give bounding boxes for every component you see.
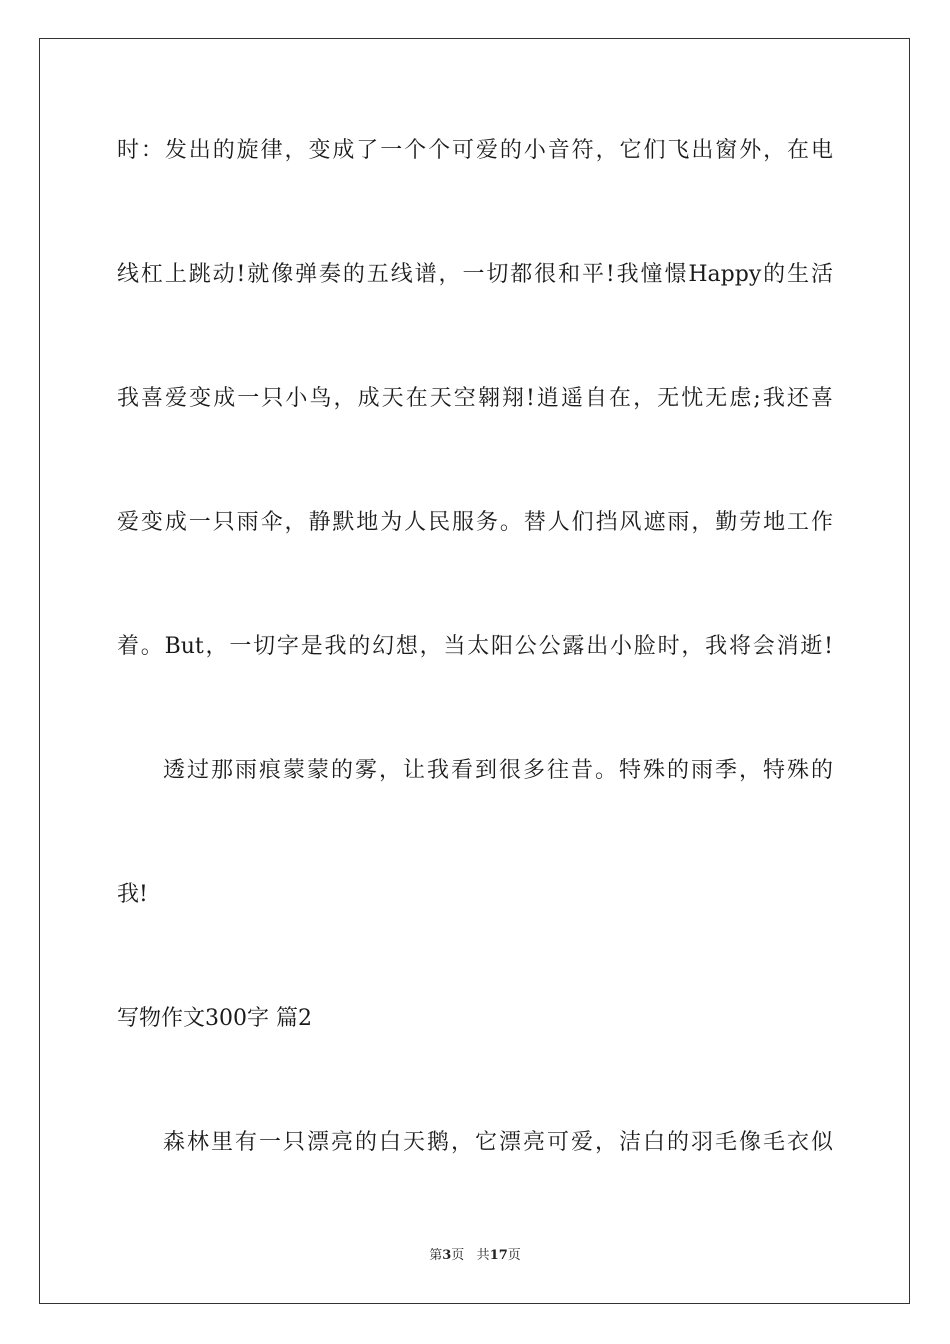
body-line-4: 爱变成一只雨伞，静默地为人民服务。替人们挡风遮雨，勤劳地工作 — [117, 510, 833, 535]
body-line-5: 着。But，一切字是我的幻想，当太阳公公露出小脸时，我将会消逝! — [117, 634, 833, 659]
footer-prefix: 第 — [429, 1248, 443, 1263]
body-line-7: 我! — [117, 882, 148, 907]
section-line-1: 森林里有一只漂亮的白天鹅，它漂亮可爱，洁白的羽毛像毛衣似 — [163, 1130, 833, 1155]
body-line-2: 线杠上跳动!就像弹奏的五线谱，一切都很和平!我憧憬Happy的生活 — [117, 262, 833, 287]
footer-total-pages: 17 — [489, 1248, 508, 1263]
footer-total-prefix: 共 — [476, 1248, 490, 1263]
footer-page-number: 3 — [442, 1248, 452, 1263]
page-footer — [0, 1247, 950, 1265]
body-line-3: 我喜爱变成一只小鸟，成天在天空翱翔!逍遥自在，无忧无虑;我还喜 — [117, 386, 833, 411]
section-heading: 写物作文300字 篇2 — [117, 1006, 312, 1031]
body-line-6: 透过那雨痕蒙蒙的雾，让我看到很多往昔。特殊的雨季，特殊的 — [163, 758, 833, 783]
footer-total-suffix: 页 — [507, 1248, 521, 1263]
footer-page-suffix: 页 — [451, 1248, 465, 1263]
page-border — [39, 38, 910, 1304]
body-line-1: 时：发出的旋律，变成了一个个可爱的小音符，它们飞出窗外，在电 — [117, 138, 833, 163]
